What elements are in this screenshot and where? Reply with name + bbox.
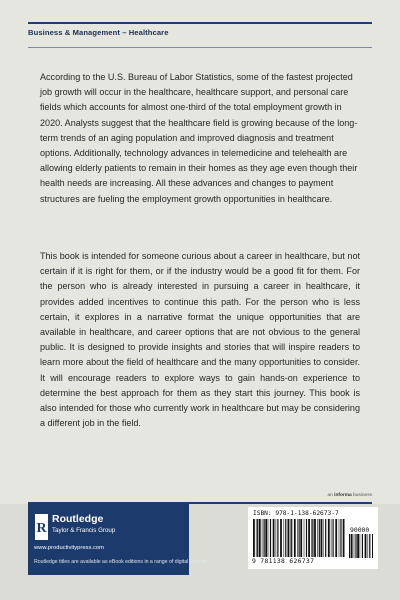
series-divider: [28, 47, 372, 48]
barcode-bar: [368, 534, 369, 558]
barcode-bar: [306, 519, 307, 557]
description-paragraph-2: This book is intended for someone curious about a career in healthcare, but not certain if it is right for them, or if the industry would be a good fit for them. For the person who is already interested in pursuing a career in healthcare, it provides added incentives to continue this path. For the person who is less certain, it explores in a narrative format the unique opportunities that are available in healthcare, and career options that are not obvious to the general public. It is designed to provide insights and stories that will inspire readers to learn more about the field of healthcare and the many opportunities to consider. It will encourage readers to explore ways to gain hands-on experience to determine the best approach for them as they start this journey. This book is also intended for those who currently work in healthcare but may be considering a different job in the field.: [40, 251, 360, 429]
publisher-url[interactable]: www.productivitypress.com: [34, 545, 104, 551]
barcode-bar: [256, 519, 257, 557]
barcode-bar: [311, 519, 312, 557]
barcode-bar: [290, 519, 291, 557]
publisher-name: Routledge: [52, 513, 104, 525]
barcode-bar: [300, 519, 302, 557]
informa-suffix: business: [353, 493, 372, 498]
barcode-panel: [248, 507, 378, 569]
barcode-bar: [325, 519, 326, 557]
barcode-bar: [280, 519, 282, 557]
barcode-bar: [323, 519, 324, 557]
barcode-bar: [294, 519, 296, 557]
ebook-note: Routledge titles are available as eBook editions in a range of digital formats: [34, 559, 208, 565]
barcode-bar: [317, 519, 318, 557]
barcode-bar: [328, 519, 330, 557]
barcode-bar: [362, 534, 363, 558]
barcode-bar: [285, 519, 286, 557]
barcode-bar: [335, 519, 337, 557]
barcode-bar: [284, 519, 285, 557]
price-barcode-graphic: [349, 534, 373, 558]
publisher-panel: [28, 503, 208, 575]
publisher-group: Taylor & Francis Group: [52, 527, 116, 534]
barcode-graphic: [253, 519, 345, 557]
barcode-bar: [270, 519, 271, 557]
barcode-bar: [314, 519, 316, 557]
barcode-bar: [312, 519, 313, 557]
barcode-bar: [354, 534, 355, 558]
top-rule: [28, 22, 372, 24]
barcode-bar: [268, 519, 269, 557]
barcode-bar: [369, 534, 370, 558]
barcode-bar: [276, 519, 277, 557]
svg-text:R: R: [36, 521, 47, 536]
price-code: 90000: [350, 526, 370, 534]
barcode-bar: [297, 519, 298, 557]
barcode-bar: [304, 519, 305, 557]
barcode-bar: [349, 534, 350, 558]
barcode-bar: [340, 519, 341, 557]
informa-prefix: an: [327, 493, 333, 498]
barcode-bar: [299, 519, 300, 557]
barcode-bar: [319, 519, 320, 557]
barcode-bar: [372, 534, 373, 558]
barcode-bar: [308, 519, 310, 557]
barcode-bar: [321, 519, 323, 557]
barcode-bar: [351, 534, 353, 558]
barcode-bar: [343, 519, 345, 557]
isbn-label: ISBN: 978-1-138-62673-7: [253, 510, 339, 517]
informa-business-tag: [327, 493, 372, 498]
routledge-logo-icon: [35, 514, 48, 540]
barcode-bar: [257, 519, 258, 557]
barcode-bar: [253, 519, 255, 557]
description-paragraph-1: According to the U.S. Bureau of Labor Statistics, some of the fastest projected job growth will occur in the healthcare, healthcare support, and personal care fields which accounts for almost one-third of the total employment growth in 2020. Analysts suggest that the healthcare field is growing because of the long-term trends of an aging population and improved diagnosis and treatment options. Additionally, technology advances in telemedicine and telehealth are allowing elderly patients to remain in their homes as they age even though their health needs are increasing. All these advances and changes to payment structures are fueling the employment growth opportunities in healthcare.: [40, 72, 358, 204]
barcode-bar: [277, 519, 278, 557]
barcode-bar: [357, 534, 359, 558]
informa-brand: informa: [334, 493, 352, 498]
barcode-digits: 9 781138 626737: [252, 557, 315, 565]
barcode-bar: [265, 519, 267, 557]
barcode-bar: [333, 519, 334, 557]
barcode-bar: [365, 534, 367, 558]
barcode-bar: [264, 519, 265, 557]
barcode-bar: [339, 519, 340, 557]
barcode-bar: [273, 519, 275, 557]
barcode-bar: [360, 534, 361, 558]
barcode-bar: [259, 519, 261, 557]
barcode-bar: [355, 534, 356, 558]
barcode-bar: [288, 519, 290, 557]
barcode-bar: [291, 519, 292, 557]
barcode-bar: [262, 519, 263, 557]
series-label: Business & Management – Healthcare: [28, 28, 169, 37]
barcode-bar: [331, 519, 332, 557]
